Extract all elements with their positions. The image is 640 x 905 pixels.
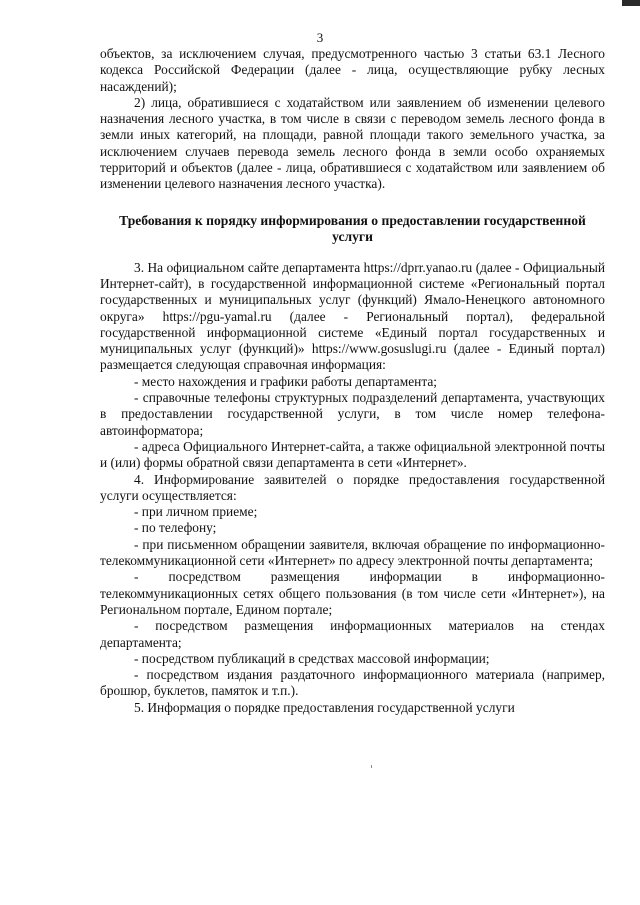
clause-4-item: - посредством публикаций в средствах массовой информации; bbox=[134, 650, 490, 666]
section-heading: Требования к порядку информирования о предоставлении государственной услуги bbox=[119, 212, 586, 245]
clause-4-item: - посредством издания раздаточного информационного материала (например, брошюр, буклетов, памяток и т.п.). bbox=[100, 667, 605, 699]
clause-4-item: - посредством размещения информации в информационно-телекоммуникационных сетях общего пользования (в том числе сети «Интернет»), на Региональном портале, Едином портале; bbox=[100, 569, 605, 617]
clause-4-item: - при личном приеме; bbox=[134, 504, 258, 520]
clause-3-item: - место нахождения и графики работы департамента; bbox=[134, 373, 438, 389]
clause-3-intro: 3. На официальном сайте департамента https://dprr.yanao.ru (далее - Официальный Интернет-сайт), в государственной информационной системе «Региональный портал государственных и муниципальных услуг (функций) Ямало-Ненецкого автономного округа» https://pgu-yamal.ru (далее - Региональный портал), федеральной государственной информационной системе «Единый портал государственных и муниципальных услуг (функций)» https://www.gosuslugi.ru (далее - Единый портал) размещается следующая справочная информация: bbox=[100, 259, 605, 373]
scan-speck bbox=[371, 765, 372, 768]
clause-5-start: 5. Информация о порядке предоставления государственной услуги bbox=[134, 699, 515, 715]
clause-4-item: - посредством размещения информационных материалов на стендах департамента; bbox=[100, 618, 605, 650]
page-number: 3 bbox=[316, 30, 324, 45]
clause-4-item: - при письменном обращении заявителя, включая обращение по информационно-телекоммуникационной сети «Интернет» по адресу электронной почты департамента; bbox=[100, 536, 605, 569]
paragraph-item-2: 2) лица, обратившиеся с ходатайством или заявлением об изменении целевого назначения лесного участка, в том числе в связи с переводом земель лесного фонда в земли иных категорий, на площади, равной площади такого земельного участка, за исключением случаев перевода земель лесного фонда в земли особо охраняемых территорий и объектов (далее - лица, обратившиеся с ходатайством или заявлением об изменении целевого назначения лесного участка). bbox=[100, 94, 605, 192]
document-body bbox=[100, 46, 605, 716]
clause-3-item: - справочные телефоны структурных подразделений департамента, участвующих в предоставлении государственной услуги, в том числе номер телефона-автоинформатора; bbox=[100, 390, 605, 438]
paragraph-continuation: объектов, за исключением случая, предусмотренного частью 3 статьи 63.1 Лесного кодекса Российской Федерации (далее - лица, осуществляющие рубку лесных насаждений); bbox=[100, 46, 605, 94]
clause-3-item: - адреса Официального Интернет-сайта, а также официальной электронной почты и (или) формы обратной связи департамента в сети «Интернет». bbox=[100, 438, 605, 471]
clause-4-intro: 4. Информирование заявителей о порядке предоставления государственной услуги осуществляется: bbox=[100, 471, 605, 503]
clause-4-item: - по телефону; bbox=[134, 520, 217, 536]
scan-edge-mark bbox=[622, 0, 640, 6]
